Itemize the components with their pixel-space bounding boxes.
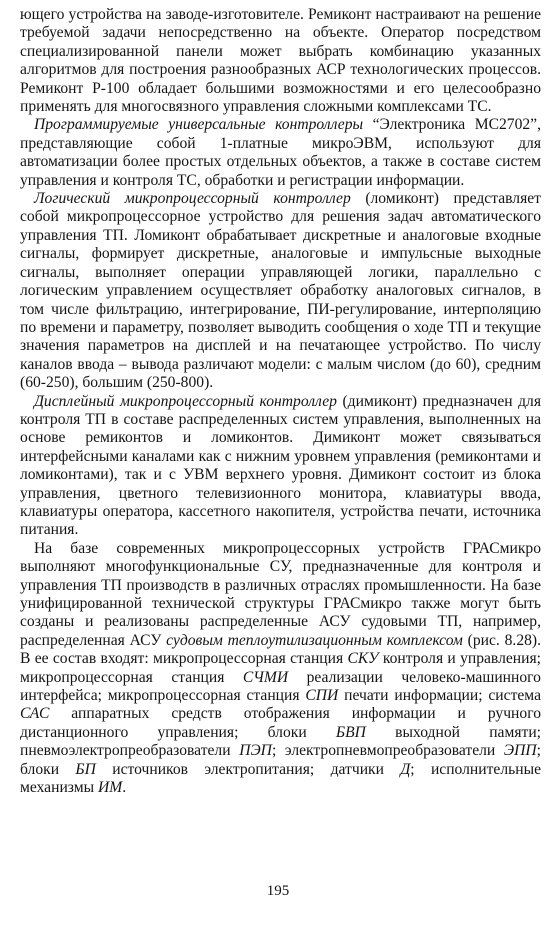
text-run: ющего устройства на заводе-изготовителе. Ремиконт настраивают на решение требуемой задачи непосредственно на объекте. Оператор посредством специализированной панели может выбрать комбинацию указанных алгоритмов для построения разнообразных АСР технологических процессов. Ремиконт Р-100 обладает большими возможностями и его целесообразно применять для многосвязного управления сложными комплексами ТС. (20, 6, 541, 116)
text-run: реализации человеко-машинного интерфейса; микропроцессорная станция (20, 668, 541, 705)
text-run: “Электроника МС2702”, представляющие собой 1-платные микроЭВМ, используют для автоматизации более простых отдельных объектов, а также в составе систем управления и контроля ТС, обработки и регистрации информации. (20, 116, 541, 189)
text-run: контроля и управления; микропроцессорная станция (20, 650, 541, 686)
abbreviation: ЭПП (503, 742, 537, 760)
abbreviation: ИМ (97, 779, 123, 797)
paragraph-4 (20, 393, 541, 540)
abbreviation: БП (75, 760, 96, 778)
italic-term: Дисплейный микропроцессорный контроллер (34, 392, 337, 410)
abbreviation: БВП (335, 723, 366, 741)
italic-term: Программируемые универсальные контроллеры (34, 116, 364, 134)
abbreviation: ПЭП (239, 742, 272, 760)
text-run: ; исполнительные механизмы (20, 760, 541, 797)
paragraph-1 (20, 6, 541, 116)
text-run: источников электропитания; датчики (95, 760, 401, 778)
text-run: (рис. 8.28). В ее состав входят: микропроцессорная станция (20, 631, 542, 668)
paragraph-5 (20, 540, 541, 798)
text-run: аппаратных средств отображения информации и ручного дистанционного управления; блоки (20, 705, 541, 741)
page-body (20, 6, 541, 797)
abbreviation: СКУ (347, 650, 379, 668)
abbreviation: СПИ (305, 687, 339, 705)
page-number: 195 (266, 883, 290, 899)
abbreviation: СЧМИ (242, 668, 289, 686)
text-run: . (122, 779, 127, 797)
text-run: выходной памяти; пневмоэлектропреобразователи (20, 723, 541, 760)
paragraph-3 (20, 190, 541, 392)
italic-term: Логический микропроцессорный контроллер (34, 190, 351, 208)
abbreviation: Д (400, 760, 411, 778)
text-run: (ломиконт) представляет собой микропроцессорное устройство для решения задач автоматического управления ТП. Ломиконт обрабатывает дискретные и аналоговые входные сигналы, формирует дискретные, аналоговые и импульсные выходные сигналы, выполняет операции управляющей логики, параллельно с логическим управлением осуществляет обработку аналоговых сигналов, в том числе фильтрацию, интегрирование, ПИ-регулирование, интерполяцию по времени и параметру, позволяет выводить сообщения о ходе ТП и текущие значения параметров на дисплей и на печатающее устройство. По числу каналов ввода – вывода различают модели: с малым числом (до 60), средним (60-250), большим (250-800). (20, 190, 541, 392)
abbreviation: САС (20, 705, 50, 723)
text-run: ; блоки (20, 742, 541, 778)
text-run: (димиконт) предназначен для контроля ТП в составе распределенных систем управления, выполненных на основе ремиконтов и ломиконтов. Димиконт может связываться интерфейсными каналами как с нижним уровнем управления (ремиконтами и ломиконтами), так и с УВМ верхнего уровня. Димиконт состоит из блока управления, цветного телевизионного монитора, клавиатуры ввода, клавиатуры оператора, кассетного накопителя, устройства печати, источника питания. (20, 392, 541, 539)
paragraph-2 (20, 116, 541, 190)
text-run: ; электропневмопреобразователи (271, 742, 504, 760)
text-run: На базе современных микропроцессорных устройств ГРАСмикро выполняют многофункциональные СУ, предназначенные для контроля и управления ТП производств в различных отраслях промышленности. На базе унифицированной технической структуры ГРАСмикро также могут быть созданы и реализованы распределенные АСУ судовыми ТП, например, распределенная АСУ (20, 539, 541, 649)
text-run: печати информации; система (338, 687, 541, 705)
italic-term: судовым теплоутилизационным комплексом (166, 631, 463, 649)
